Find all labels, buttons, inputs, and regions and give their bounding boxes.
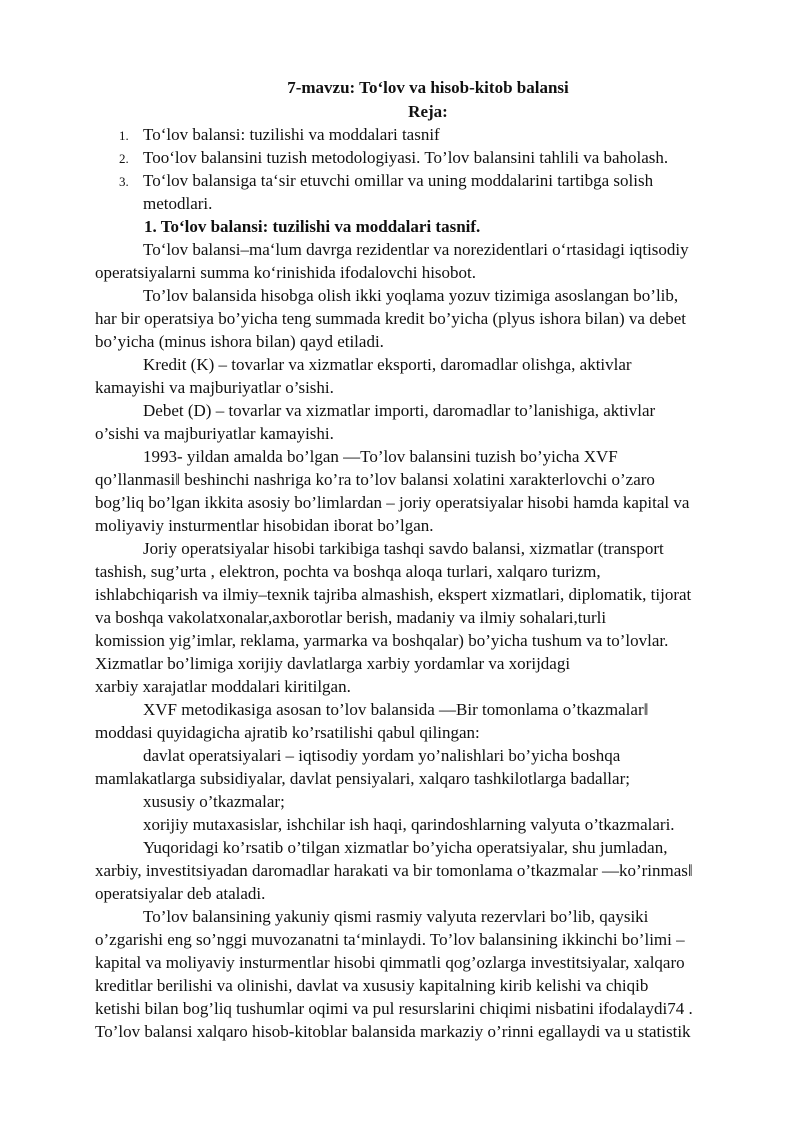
- text-line: kamayishi va majburiyatlar o’sishi.: [95, 378, 334, 397]
- text-line: o’sishi va majburiyatlar kamayishi.: [95, 424, 334, 443]
- list-number: 1.: [119, 128, 129, 143]
- text-line: tashish, sug’urta , elektron, pochta va boshqa aloqa turlari, xalqaro turizm,: [95, 562, 601, 581]
- list-item-text: metodlari.: [143, 194, 213, 213]
- text-line: xorijiy mutaxasislar, ishchilar ish haqi, qarindoshlarning valyuta o’tkazmalari.: [143, 815, 675, 834]
- text-line: mamlakatlarga subsidiyalar, davlat pensiyalari, xalqaro tashkilotlarga badallar;: [95, 769, 630, 788]
- plan-list-item: [95, 169, 765, 215]
- plan-list: [95, 123, 765, 215]
- text-line: o’zgarishi eng so’nggi muvozanatni ta‘minlaydi. To’lov balansining ikkinchi bo’limi –: [95, 930, 685, 949]
- plan-heading: Reja:: [408, 102, 448, 121]
- text-line: va boshqa vakolatxonalar,axborotlar berish, madaniy va ilmiy sohalari,turli: [95, 608, 607, 627]
- text-line: komission yig’imlar, reklama, yarmarka va boshqalar) bo’yicha tushum va to’lovlar.: [95, 631, 669, 650]
- list-number: 3.: [119, 174, 129, 189]
- text-line: xarbiy xarajatlar moddalari kiritilgan.: [95, 677, 351, 696]
- text-line: Xizmatlar bo’limiga xorijiy davlatlarga xarbiy yordamlar va xorijdagi: [95, 654, 571, 673]
- text-line: Yuqoridagi ko’rsatib o’tilgan xizmatlar bo’yicha operatsiyalar, shu jumladan,: [143, 838, 668, 857]
- text-line: bo’yicha (minus ishora bilan) qayd etiladi.: [95, 332, 384, 351]
- text-line: To‘lov balansi–ma‘lum davrga rezidentlar va norezidentlari o‘rtasidagi iqtisodiy: [143, 240, 689, 259]
- text-line: har bir operatsiya bo’yicha teng summada kredit bo’yicha (plyus ishora bilan) va debet: [95, 309, 687, 328]
- text-line: moliyaviy insturmentlar hisobidan iborat bo’lgan.: [95, 516, 434, 535]
- text-line: To’lov balansida hisobga olish ikki yoqlama yozuv tizimiga asoslangan bo’lib,: [143, 286, 679, 305]
- text-line: XVF metodikasiga asosan to’lov balansida ―Bir tomonlama o’tkazmalar‖: [143, 700, 649, 719]
- text-line: davlat operatsiyalari – iqtisodiy yordam yo’nalishlari bo’yicha boshqa: [143, 746, 621, 765]
- plan-list-item: [95, 123, 765, 146]
- section-heading: 1. To‘lov balansi: tuzilishi va moddalari tasnif.: [144, 217, 481, 236]
- plan-list-item: [95, 146, 765, 169]
- text-line: operatsiyalar deb ataladi.: [95, 884, 266, 903]
- page-title: 7-mavzu: To‘lov va hisob-kitob balansi: [287, 78, 569, 97]
- text-line: To’lov balansining yakuniy qismi rasmiy valyuta rezervlari bo’lib, qaysiki: [143, 907, 649, 926]
- text-line: ishlabchiqarish va ilmiy–texnik tajriba almashish, ekspert xizmatlari, diplomatik, tijorat: [95, 585, 692, 604]
- list-number: 2.: [119, 151, 129, 166]
- list-item-text: To‘lov balansiga ta‘sir etuvchi omillar va uning moddalarini tartibga solish: [143, 171, 654, 190]
- text-line: xususiy o’tkazmalar;: [143, 792, 285, 811]
- text-line: xarbiy, investitsiyadan daromadlar harakati va bir tomonlama o’tkazmalar ―ko’rinmas‖: [95, 861, 693, 880]
- text-line: To’lov balansi xalqaro hisob-kitoblar balansida markaziy o’rinni egallaydi va u statistik: [95, 1022, 691, 1041]
- text-line: ketishi bilan bog’liq tushumlar oqimi va pul resurslarini chiqimi nisbatini ifodalaydi74 .: [95, 999, 693, 1018]
- list-item-text: Too‘lov balansini tuzish metodologiyasi. To’lov balansini tahlili va baholash.: [143, 148, 669, 167]
- text-line: Joriy operatsiyalar hisobi tarkibiga tashqi savdo balansi, xizmatlar (transport: [143, 539, 664, 558]
- text-line: qo’llanmasi‖ beshinchi nashriga ko’ra to’lov balansi xolatini xarakterlovchi o’zaro: [95, 470, 655, 489]
- text-line: kapital va moliyaviy insturmentlar hisobi qimmatli qog’ozlarga investitsiyalar, xalqaro: [95, 953, 685, 972]
- text-line: Debet (D) – tovarlar va xizmatlar importi, daromadlar to’lanishiga, aktivlar: [143, 401, 656, 420]
- text-line: 1993- yildan amalda bo’lgan ―To’lov balansini tuzish bo’yicha XVF: [143, 447, 618, 466]
- text-line: operatsiyalarni summa ko‘rinishida ifodalovchi hisobot.: [95, 263, 477, 282]
- body-text: [95, 238, 765, 1043]
- list-item-text: To‘lov balansi: tuzilishi va moddalari tasnif: [143, 125, 440, 144]
- text-line: kreditlar berilishi va olinishi, davlat va xususiy kapitalning kirib kelishi va chiqib: [95, 976, 649, 995]
- text-line: bog’liq bo’lgan ikkita asosiy bo’limlardan – joriy operatsiyalar hisobi hamda kapital va: [95, 493, 690, 512]
- text-line: moddasi quyidagicha ajratib ko’rsatilishi qabul qilingan:: [95, 723, 480, 742]
- text-line: Kredit (K) – tovarlar va xizmatlar eksporti, daromadlar olishga, aktivlar: [143, 355, 632, 374]
